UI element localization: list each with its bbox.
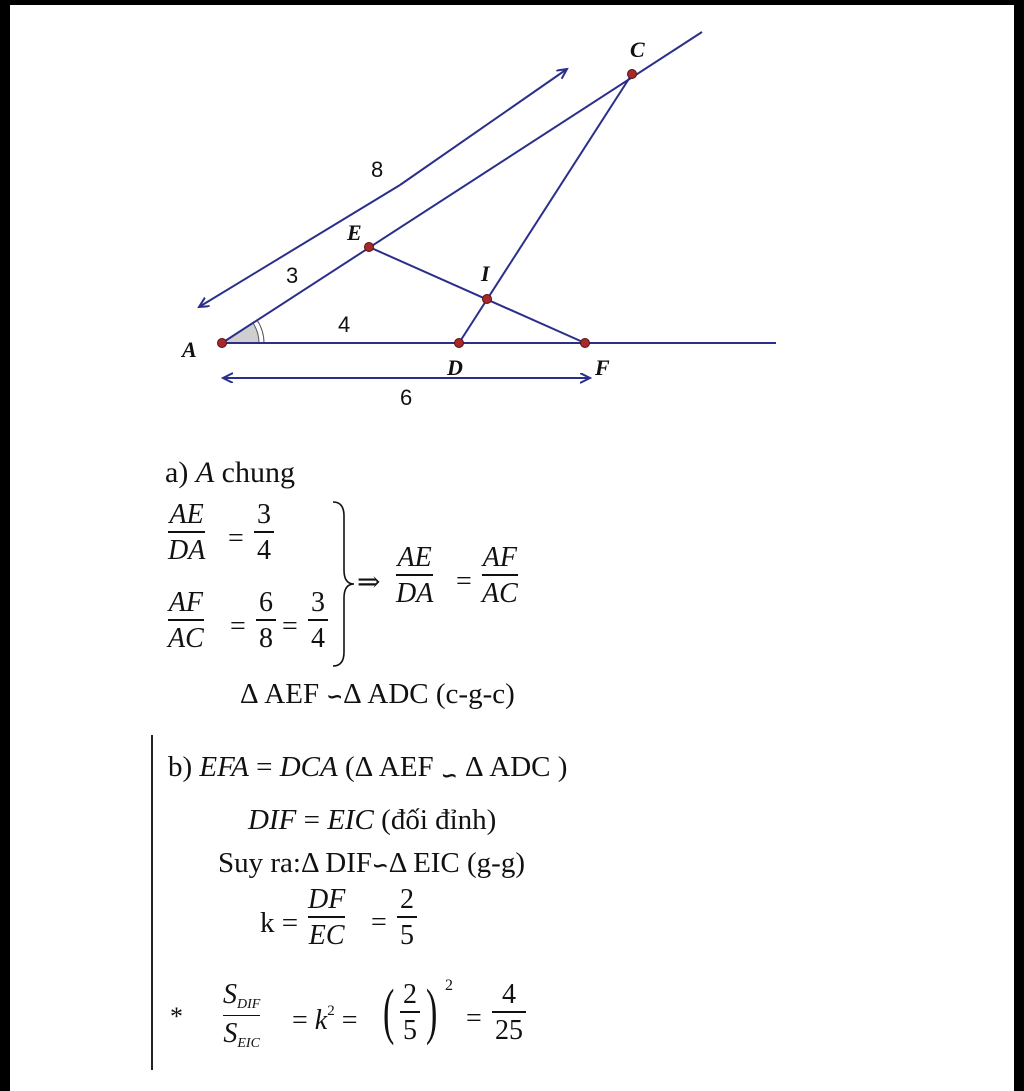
paren-close: )	[426, 978, 438, 1046]
segment-ef	[369, 247, 585, 343]
fraction-3-4: 3 4	[254, 500, 274, 565]
label-c: C	[630, 37, 645, 62]
similarity-statement-a: Δ AEF ∽Δ ADC (c-g-c)	[240, 678, 515, 710]
label-i: I	[481, 261, 490, 286]
point-c	[628, 70, 637, 79]
equals-sign: =	[230, 611, 246, 642]
fraction-df-ec: DF EC	[308, 884, 346, 951]
fraction-af-ac-conclusion: AF AC	[482, 542, 518, 609]
fraction-3-4-b: 3 4	[308, 588, 328, 653]
fraction-af-ac: AF AC	[168, 587, 204, 654]
star-bullet: *	[170, 1002, 183, 1031]
fraction-ae-da-conclusion: AE DA	[396, 542, 434, 609]
paren-open: (	[383, 978, 395, 1046]
part-b-line-3: Suy ra:Δ DIF∽Δ EIC (g-g)	[218, 847, 526, 879]
equals-sign: =	[371, 907, 387, 938]
length-ae: 3	[286, 263, 299, 288]
k-label: k =	[260, 907, 299, 939]
right-brace	[330, 500, 360, 670]
page-sheet	[10, 5, 1014, 1091]
fraction-area-ratio: $S_{DIF}$ $S_{EIC}$	[223, 979, 261, 1052]
label-f: F	[595, 355, 610, 380]
fraction-4-25: 4 25	[492, 980, 526, 1045]
label-a: A	[182, 337, 197, 362]
point-f	[581, 339, 590, 348]
fraction-2-5-paren: 2 5	[400, 980, 420, 1045]
equals-k-squared: = $k^2$ =	[292, 1003, 358, 1036]
label-d: D	[447, 355, 463, 380]
equals-sign: =	[282, 611, 298, 642]
point-e	[365, 243, 374, 252]
equals-sign: =	[456, 566, 472, 597]
part-b-line-1: b) EFA = DCA (Δ AEF $_∽$ Δ ADC )	[168, 751, 568, 787]
point-i	[483, 295, 492, 304]
dim-arrow-ac	[400, 69, 567, 185]
length-ad: 4	[338, 312, 351, 337]
margin-line	[151, 735, 153, 1070]
part-a-heading: a) A chung	[165, 456, 295, 489]
length-ac: 8	[371, 157, 384, 182]
point-a	[218, 339, 227, 348]
part-b-line-2: DIF = EIC (đối đỉnh)	[248, 804, 497, 836]
length-af: 6	[400, 385, 413, 410]
fraction-6-8: 6 8	[256, 588, 276, 653]
exponent-2: 2	[445, 977, 453, 994]
implies-arrow: ⇒	[357, 567, 381, 598]
fraction-2-5: 2 5	[397, 885, 417, 950]
point-d	[455, 339, 464, 348]
fraction-ae-da: AE DA	[168, 499, 206, 566]
equals-sign: =	[466, 1003, 482, 1034]
equals-sign: =	[228, 523, 244, 554]
geometry-figure	[10, 5, 1014, 425]
label-e: E	[347, 220, 362, 245]
